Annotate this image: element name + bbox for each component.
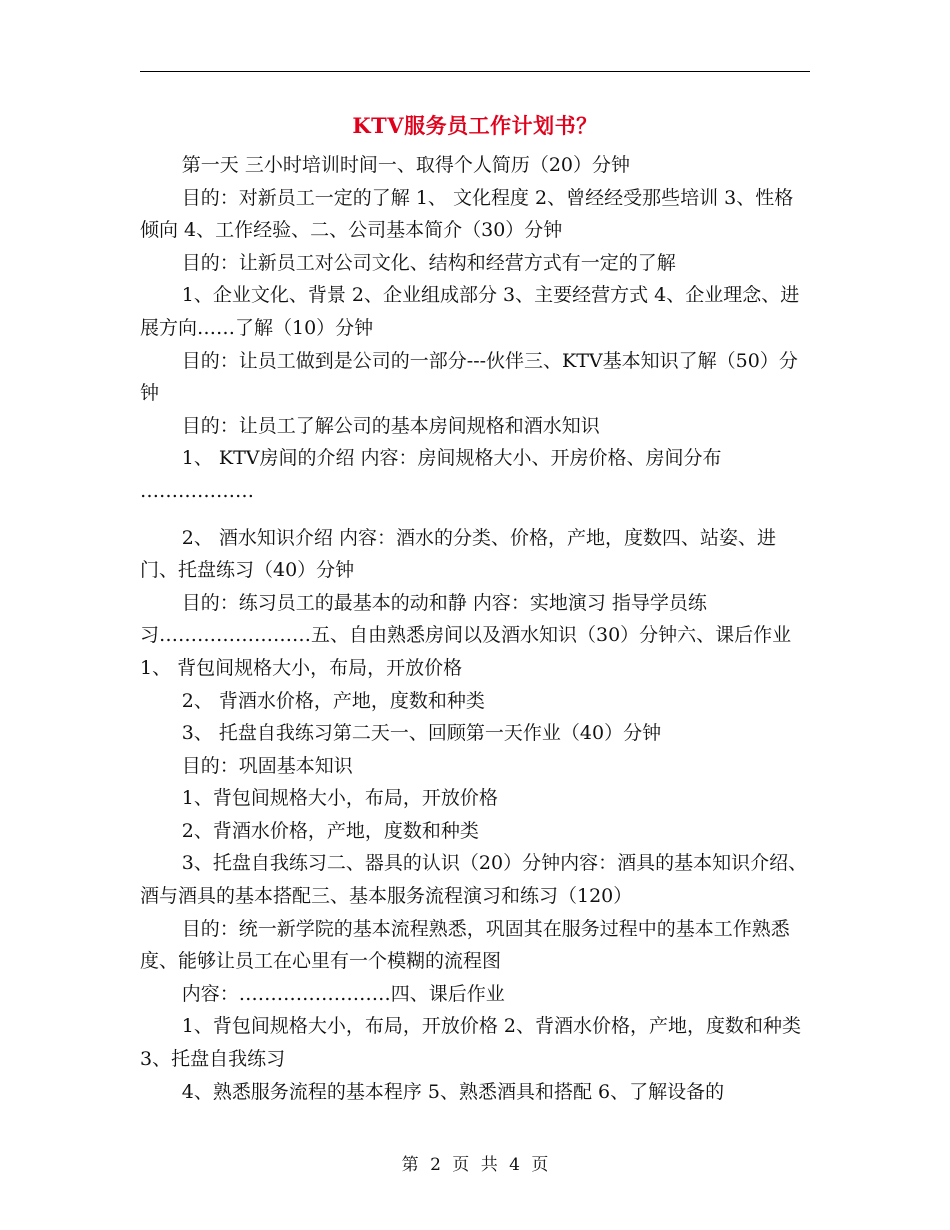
body-paragraph: 目的：对新员工一定的了解 1、 文化程度 2、曾经经受那些培训 3、性格倾向 4、工作经验、二、公司基本简介（30）分钟 [140,186,794,242]
body-paragraph: 1、企业文化、背景 2、企业组成部分 3、主要经营方式 4、企业理念、进展方向……了解（10）分钟 [140,284,800,339]
body-paragraph: 1、 KTV房间的介绍 内容：房间规格大小、开房价格、房间分布 ……………… [140,447,722,502]
body-paragraph: 第一天 三小时培训时间一、取得个人简历（20）分钟 [181,154,631,176]
body-paragraph: 1、背包间规格大小，布局，开放价格 2、背酒水价格，产地，度数和种类 3、托盘自我练习 [140,1015,802,1071]
document-body [140,149,810,1108]
body-paragraph: 2、 背酒水价格，产地，度数和种类 [181,689,485,712]
body-paragraph: 3、 托盘自我练习第二天一、回顾第一天作业（40）分钟 [181,722,662,745]
body-paragraph: 1、背包间规格大小，布局，开放价格 [181,787,498,810]
body-paragraph: 目的：巩固基本知识 [181,754,353,777]
body-paragraph: 目的：让员工做到是公司的一部分---伙伴三、KTV基本知识了解（50）分钟 [140,349,798,405]
header-rule [140,71,810,72]
body-paragraph: 目的：统一新学院的基本流程熟悉，巩固其在服务过程中的基本工作熟悉度、能够让员工在心里有一个模糊的流程图 [140,917,790,973]
page-number-footer: 第 2 页 共 4 页 [401,1155,549,1175]
body-paragraph: 目的：练习员工的最基本的动和静 内容：实地演习 指导学员练习……………………五、自由熟悉房间以及酒水知识（30）分钟六、课后作业1、 背包间规格大小，布局，开放价格 [140,591,792,679]
body-paragraph: 2、背酒水价格，产地，度数和种类 [181,819,479,842]
body-paragraph: 目的：让新员工对公司文化、结构和经营方式有一定的了解 [181,251,676,274]
body-paragraph: 目的：让员工了解公司的基本房间规格和酒水知识 [181,414,600,437]
body-paragraph: 2、 酒水知识介绍 内容：酒水的分类、价格，产地，度数四、站姿、进门、托盘练习（40）分钟 [140,526,776,582]
body-paragraph: 4、熟悉服务流程的基本程序 5、熟悉酒具和搭配 6、了解设备的 [181,1080,725,1103]
document-title: KTV服务员工作计划书？ [352,113,598,138]
body-paragraph: 3、托盘自我练习二、器具的认识（20）分钟内容：酒具的基本知识介绍、酒与酒具的基本搭配三、基本服务流程演习和练习（120） [140,852,808,908]
body-paragraph: 内容：……………………四、课后作业 [181,982,505,1005]
